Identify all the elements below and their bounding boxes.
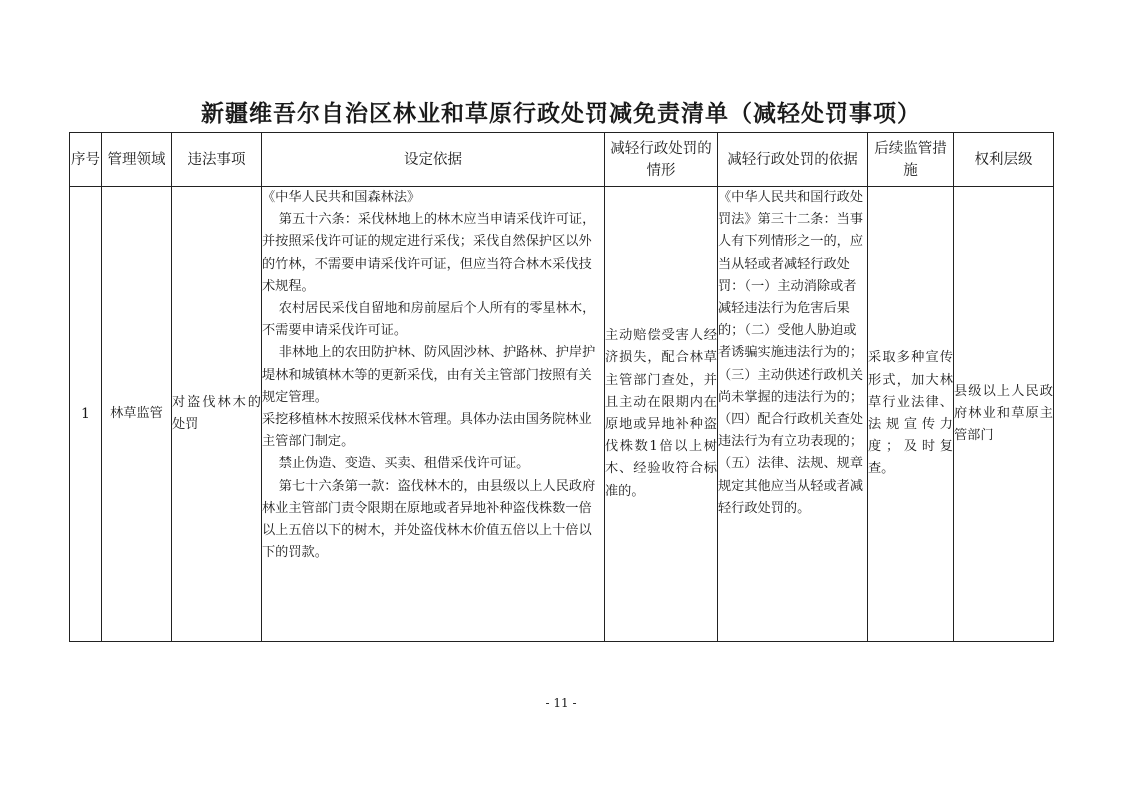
header-supervision: 后续监管措施	[868, 133, 954, 187]
header-no: 序号	[70, 133, 102, 187]
row-no: 1	[70, 187, 102, 642]
header-basis: 设定依据	[262, 133, 605, 187]
basis-paragraph: 非林地上的农田防护林、防风固沙林、护路林、护岸护堤林和城镇林木等的更新采伐，由有关主管部门按照有关规定管理。	[262, 345, 596, 405]
row-supervision: 采取多种宣传形式，加大林草行业法律、法规宣传力度；及时复查。	[868, 187, 954, 642]
basis-paragraph: 农村居民采伐自留地和房前屋后个人所有的零星林木，不需要申请采伐许可证。	[262, 301, 596, 339]
basis-paragraph: 禁止伪造、变造、买卖、租借采伐许可证。	[262, 456, 530, 472]
page-title: 新疆维吾尔自治区林业和草原行政处罚减免责清单（减轻处罚事项）	[201, 101, 921, 127]
basis-paragraph: 《中华人民共和国森林法》	[262, 190, 421, 205]
row-level: 县级以上人民政府林业和草原主管部门	[954, 187, 1054, 642]
row-legal	[718, 187, 868, 642]
row-item: 对盗伐林木的处罚	[172, 187, 262, 642]
header-legal: 减轻行政处罚的依据	[718, 133, 868, 187]
table-row	[70, 187, 1054, 642]
row-basis	[262, 187, 605, 642]
header-item: 违法事项	[172, 133, 262, 187]
penalty-table	[69, 132, 1054, 642]
row-area: 林草监管	[102, 187, 172, 642]
basis-paragraph: 采挖移植林木按照采伐林木管理。具体办法由国务院林业主管部门制定。	[262, 412, 592, 450]
header-row	[70, 133, 1054, 187]
basis-paragraph: 第七十六条第一款：盗伐林木的，由县级以上人民政府林业主管部门责令限期在原地或者异地补种盗伐株数一倍以上五倍以下的树木，并处盗伐林木价值五倍以上十倍以下的罚款。	[262, 478, 596, 561]
header-level: 权利层级	[954, 133, 1054, 187]
legal-text: 《中华人民共和国行政处罚法》第三十二条：当事人有下列情形之一的，应当从轻或者减轻行政处罚：（一）主动消除或者减轻违法行为危害后果的；（二）受他人胁迫或者诱骗实施违法行为的；（三）主动供述行政机关尚未掌握的违法行为的；（四）配合行政机关查处违法行为有立功表现的；（五）法律、法规、规章规定其他应当从轻或者减轻行政处罚的。	[718, 190, 864, 516]
header-area: 管理领域	[102, 133, 172, 187]
basis-paragraph: 第五十六条：采伐林地上的林木应当申请采伐许可证，并按照采伐许可证的规定进行采伐；采伐自然保护区以外的竹林，不需要申请采伐许可证，但应当符合林木采伐技术规程。	[262, 212, 596, 294]
row-situation: 主动赔偿受害人经济损失，配合林草主管部门查处，并且主动在限期内在原地或异地补种盗伐株数1倍以上树木、经验收符合标准的。	[605, 187, 718, 642]
header-situation: 减轻行政处罚的情形	[605, 133, 718, 187]
page-number: - 11 -	[545, 696, 577, 710]
